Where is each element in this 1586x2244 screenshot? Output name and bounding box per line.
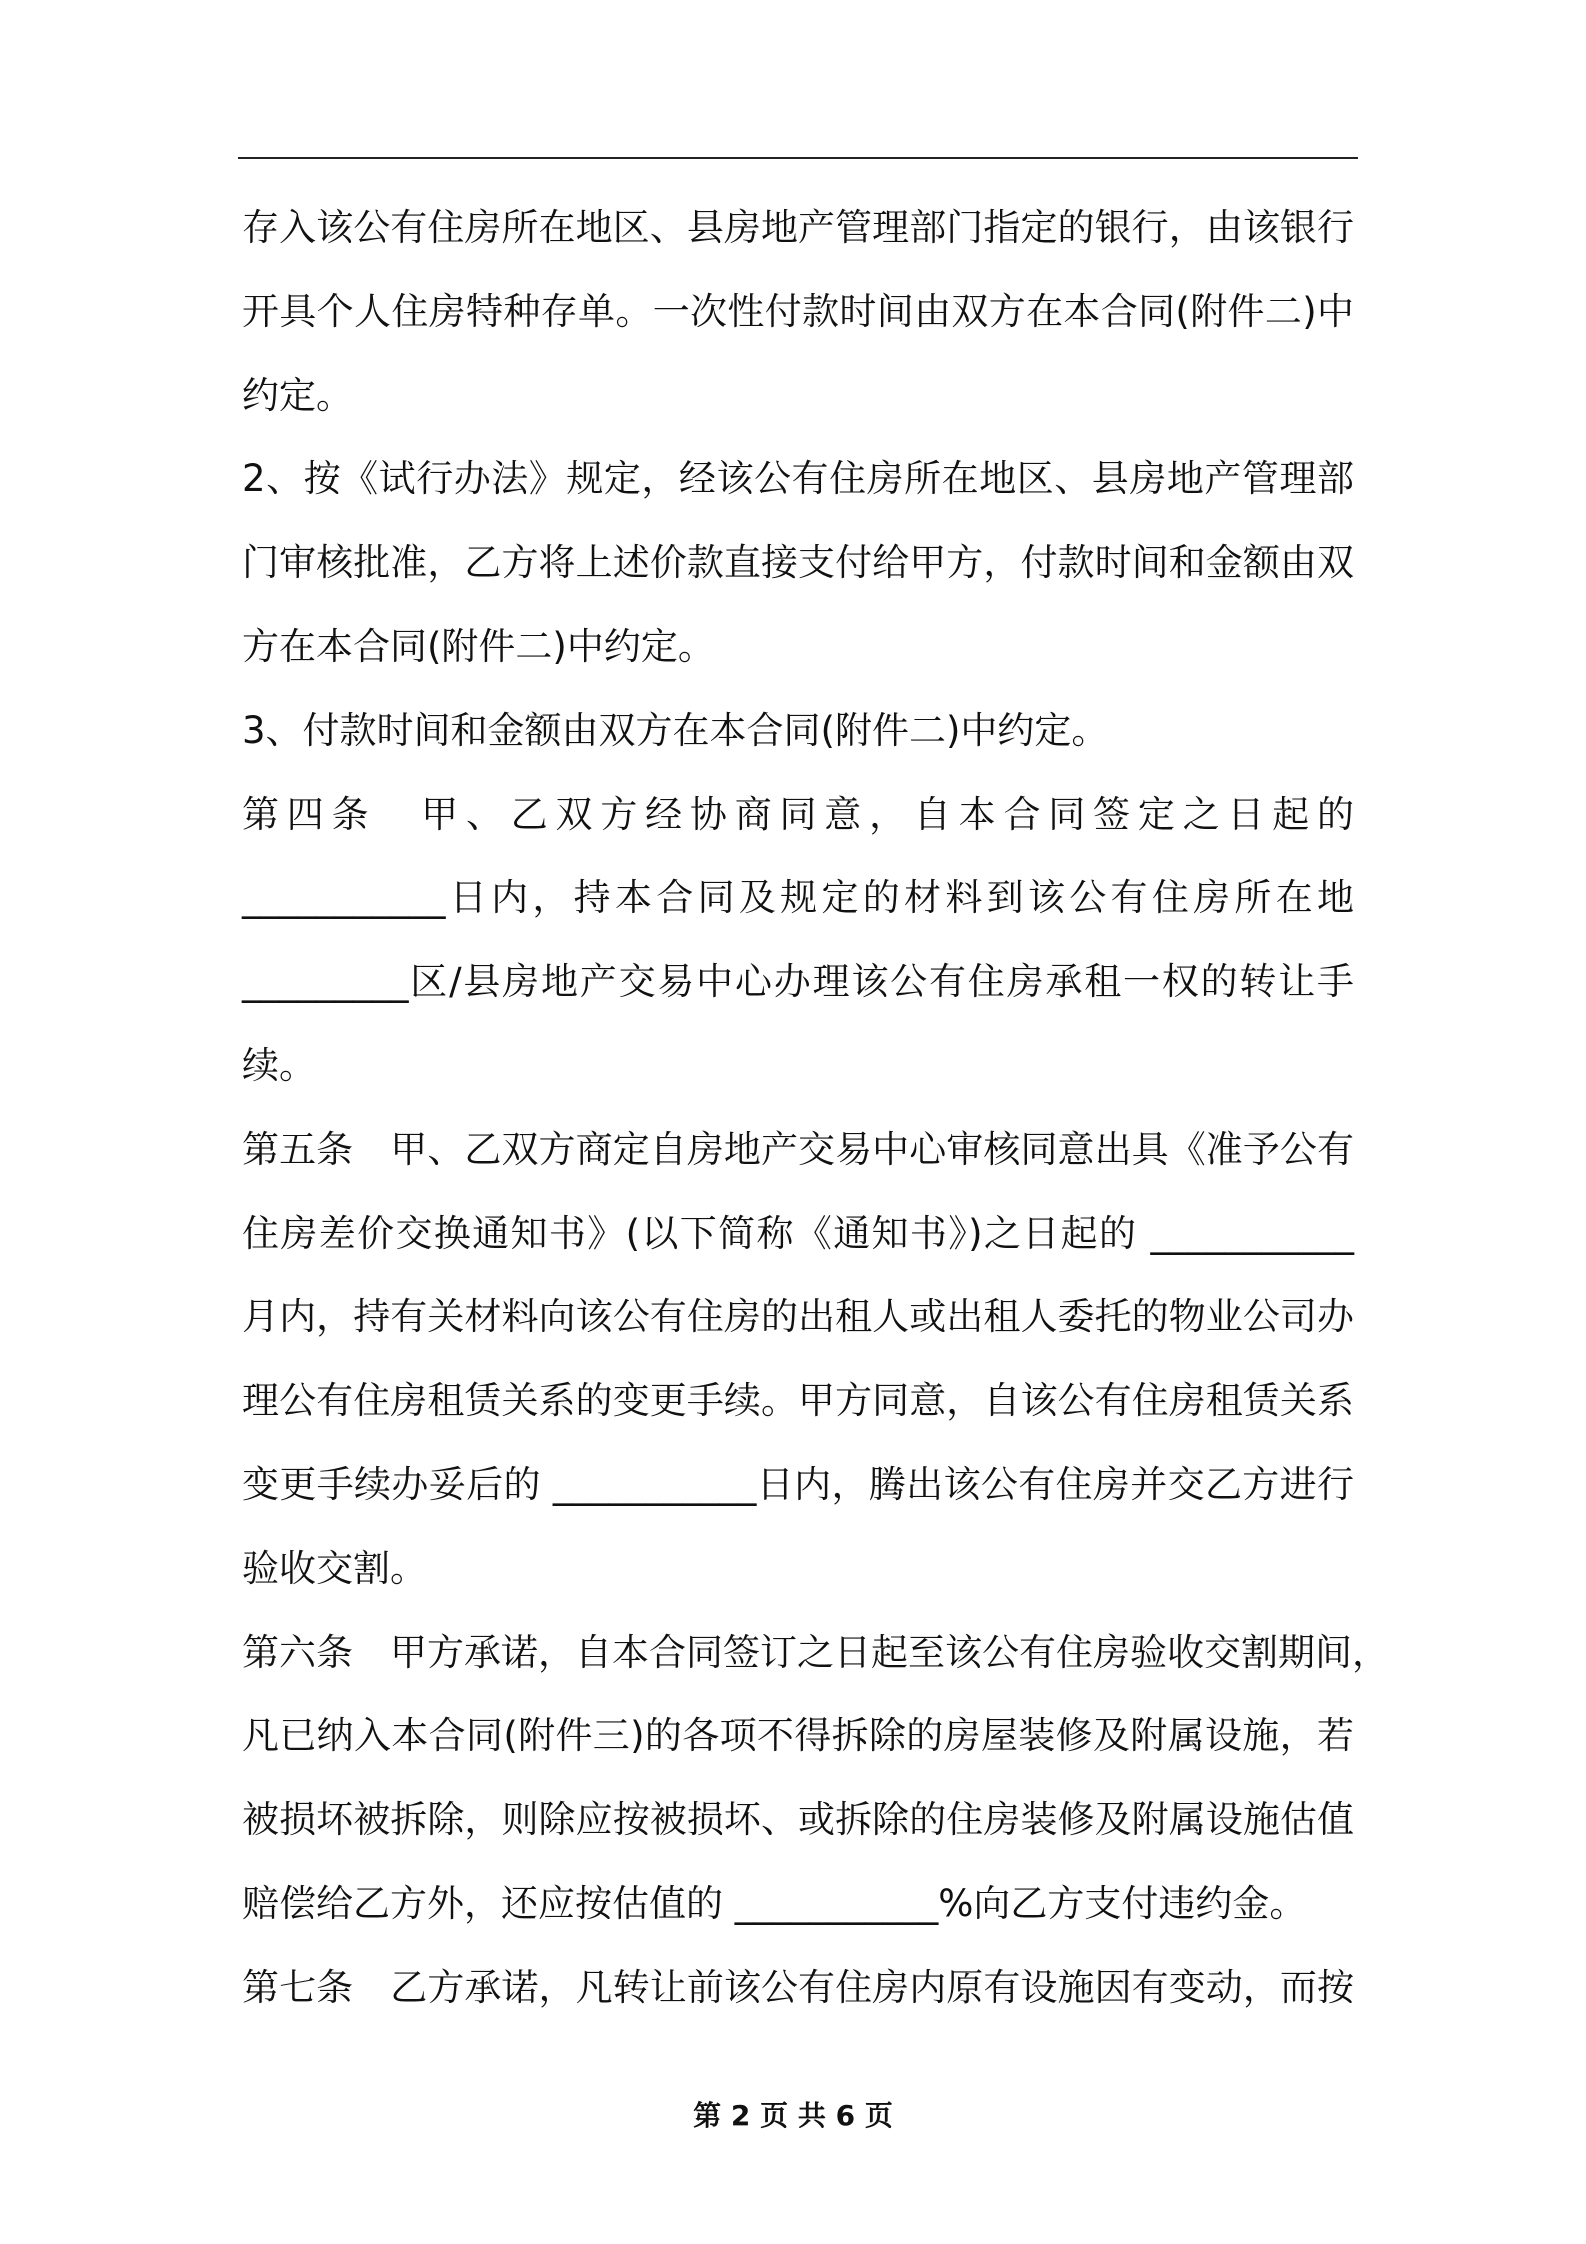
text-line: 被损坏被拆除，则除应按被损坏、或拆除的住房装修及附属设施估值: [242, 1798, 1354, 1842]
text-line: 理公有住房租赁关系的变更手续。甲方同意，自该公有住房租赁关系: [242, 1379, 1354, 1423]
text-line: 3、付款时间和金额由双方在本合同(附件二)中约定。: [242, 708, 1109, 752]
header-rule: [238, 157, 1358, 159]
text-line: _________区/县房地产交易中心办理该公有住房承租一权的转让手: [242, 960, 1354, 1004]
text-line: 凡已纳入本合同(附件三)的各项不得拆除的房屋装修及附属设施，若: [242, 1714, 1354, 1758]
text-line: 开具个人住房特种存单。一次性付款时间由双方在本合同(附件二)中: [242, 289, 1354, 333]
text-line: 2、按《试行办法》规定，经该公有住房所在地区、县房地产管理部: [242, 457, 1354, 501]
text-line: 验收交割。: [242, 1546, 427, 1590]
text-line: 第五条 甲、乙双方商定自房地产交易中心审核同意出具《准予公有: [242, 1127, 1354, 1171]
page-number-footer: 第 2 页 共 6 页: [693, 2099, 893, 2132]
text-line: 第六条 甲方承诺，自本合同签订之日起至该公有住房验收交割期间，: [242, 1630, 1389, 1674]
text-line: ___________日内，持本合同及规定的材料到该公有住房所在地: [242, 876, 1354, 920]
text-line: 存入该公有住房所在地区、县房地产管理部门指定的银行，由该银行: [242, 206, 1354, 249]
text-line: 第四条 甲、乙双方经协商同意，自本合同签定之日起的: [242, 792, 1354, 836]
text-line: 月内，持有关材料向该公有住房的出租人或出租人委托的物业公司办: [242, 1295, 1354, 1339]
text-line: 赔偿给乙方外，还应按估值的 ___________%向乙方支付违约金。: [242, 1881, 1307, 1925]
text-line: 门审核批准，乙方将上述价款直接支付给甲方，付款时间和金额由双: [242, 541, 1354, 585]
text-line: 第七条 乙方承诺，凡转让前该公有住房内原有设施因有变动，而按: [242, 1965, 1354, 2009]
text-line: 住房差价交换通知书》(以下简称《通知书》)之日起的 ___________: [242, 1211, 1354, 1255]
document-body: [242, 186, 1389, 2030]
text-line: 续。: [242, 1043, 316, 1087]
text-line: 方在本合同(附件二)中约定。: [242, 624, 715, 668]
text-line: 约定。: [242, 373, 353, 417]
text-line: 变更手续办妥后的 ___________日内，腾出该公有住房并交乙方进行: [242, 1462, 1354, 1506]
